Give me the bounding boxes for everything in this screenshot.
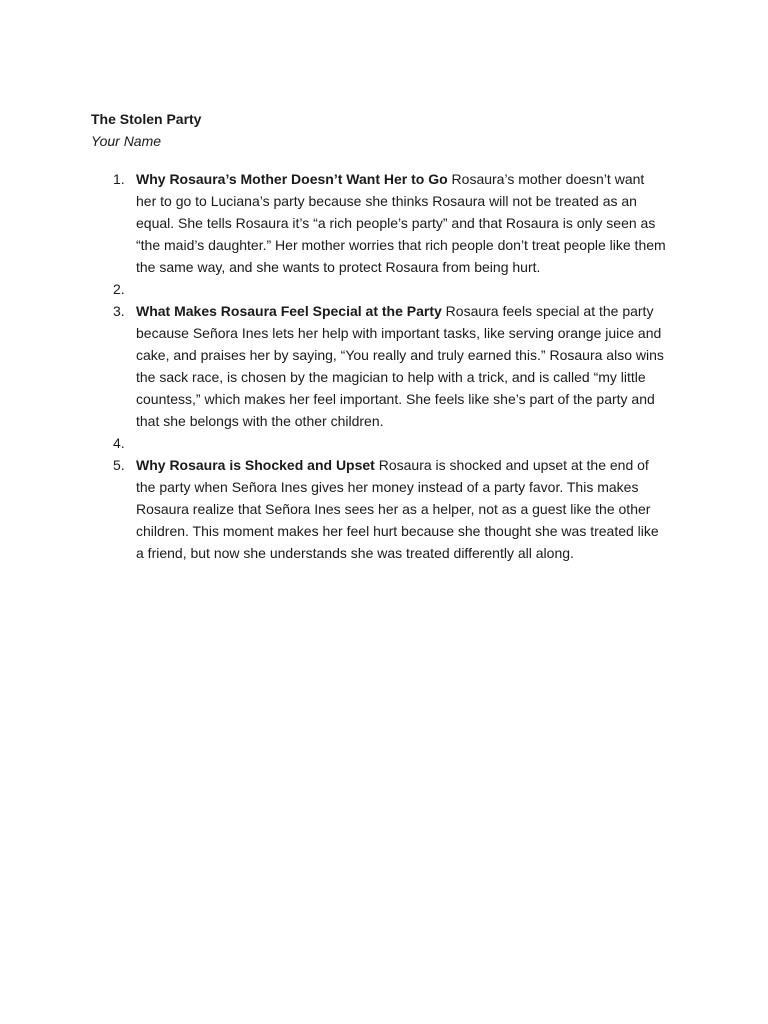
list-item-4 — [0, 432, 768, 454]
list-item-text: Rosaura’s mother doesn’t want her to go to Luciana’s party because she thinks Rosaura will not be treated as an equal. She tells Rosaura it’s “a rich people’s party” and that Rosaura is only seen as “the maid’s daughter.” Her mother worries that rich people don’t treat people like them the same way, and she wants to protect Rosaura from being hurt. — [136, 171, 666, 275]
list-item-number: 2. — [113, 281, 125, 297]
list-item-5 — [0, 454, 768, 564]
list-item-heading: What Makes Rosaura Feel Special at the Party — [136, 303, 446, 319]
list-item-text: Rosaura feels special at the party because Señora Ines lets her help with important tasks, like serving orange juice and cake, and praises her by saying, “You really and truly earned this.” Rosaura also wins the sack race, is chosen by the magician to help with a trick, and is called “my little countess,” which makes her feel important. She feels like she’s part of the party and that she belongs with the other children. — [136, 303, 664, 429]
document-title: The Stolen Party — [91, 111, 202, 127]
list-item-number: 5. — [113, 457, 125, 473]
list-item-heading: Why Rosaura is Shocked and Upset — [136, 457, 379, 473]
list-item-text: Rosaura is shocked and upset at the end of the party when Señora Ines gives her money instead of a party favor. This makes Rosaura realize that Señora Ines sees her as a helper, not as a guest like the other children. This moment makes her feel hurt because she thought she was treated like a friend, but now she understands she was treated differently all along. — [136, 457, 659, 561]
list-item-number: 1. — [113, 171, 125, 187]
list-item-number: 4. — [113, 435, 125, 451]
list-item-2 — [0, 278, 768, 300]
list-item-1 — [0, 168, 768, 278]
document-author: Your Name — [91, 133, 162, 149]
list-item-number: 3. — [113, 303, 125, 319]
list-item-heading: Why Rosaura’s Mother Doesn’t Want Her to Go — [136, 171, 452, 187]
answer-list — [0, 168, 768, 564]
list-item-3 — [0, 300, 768, 432]
